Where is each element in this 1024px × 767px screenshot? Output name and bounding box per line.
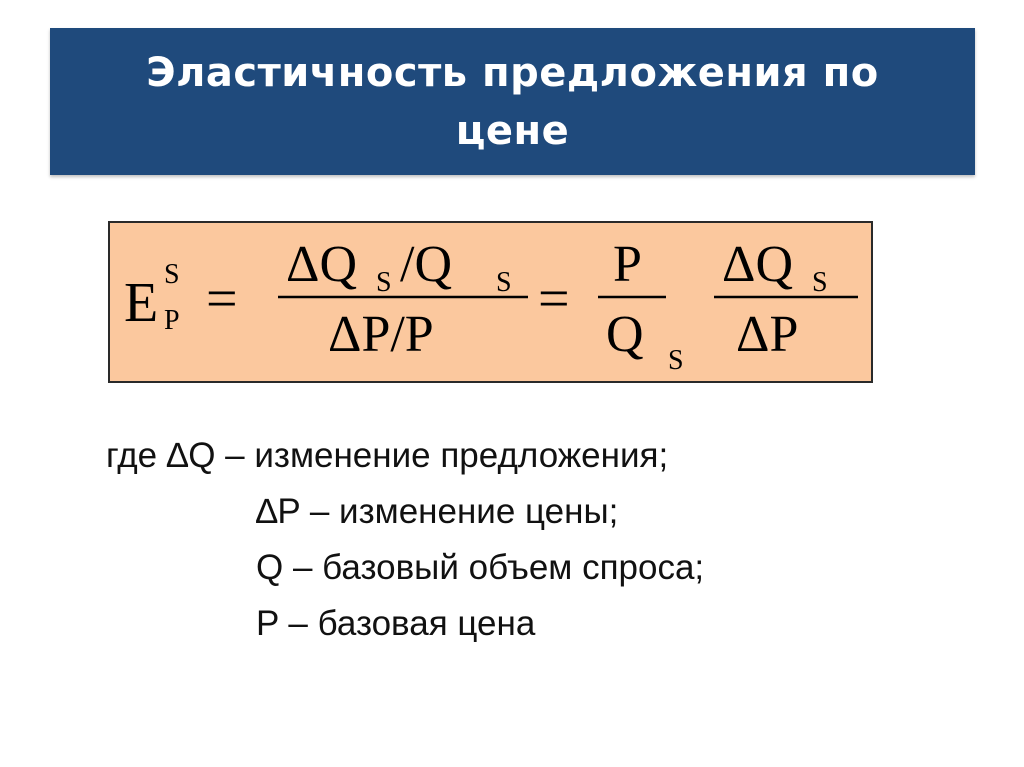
formula-frac1-num-slash: /Q <box>400 236 452 293</box>
formula-lhs-sup: S <box>164 259 180 290</box>
notes-block <box>106 428 926 652</box>
formula-frac2-den: Q <box>606 306 644 363</box>
note-delta-p: ∆P – изменение цены; <box>256 492 619 531</box>
formula-lhs-main: E <box>124 272 159 334</box>
formula-frac3-den: ΔP <box>736 306 799 363</box>
formula-lhs-sub: P <box>164 305 180 336</box>
formula-frac1-den: ΔP/P <box>328 306 434 363</box>
formula-frac1-num-a: ΔQ <box>286 236 357 293</box>
formula-frac3-num-sub: S <box>812 267 828 298</box>
note-p: P – базовая цена <box>256 604 536 643</box>
formula-svg <box>110 223 871 381</box>
formula-frac1-num-a-sub: S <box>376 267 392 298</box>
note-q: Q – базовый объем спроса; <box>256 548 705 587</box>
title-line-1: Эластичность предложения по <box>146 49 879 96</box>
formula-frac2-den-sub: S <box>668 345 684 376</box>
formula-frac1-num-b-sub: S <box>496 267 512 298</box>
formula-frac3-num: ΔQ <box>722 236 793 293</box>
formula-eq-2: = <box>538 268 570 330</box>
title-banner <box>50 28 975 175</box>
formula-eq-1: = <box>206 268 238 330</box>
formula-frac2-num: P <box>613 236 642 293</box>
note-delta-q: где ∆Q – изменение предложения; <box>106 436 669 475</box>
title-line-2: цене <box>455 107 570 154</box>
formula-box <box>108 221 873 383</box>
